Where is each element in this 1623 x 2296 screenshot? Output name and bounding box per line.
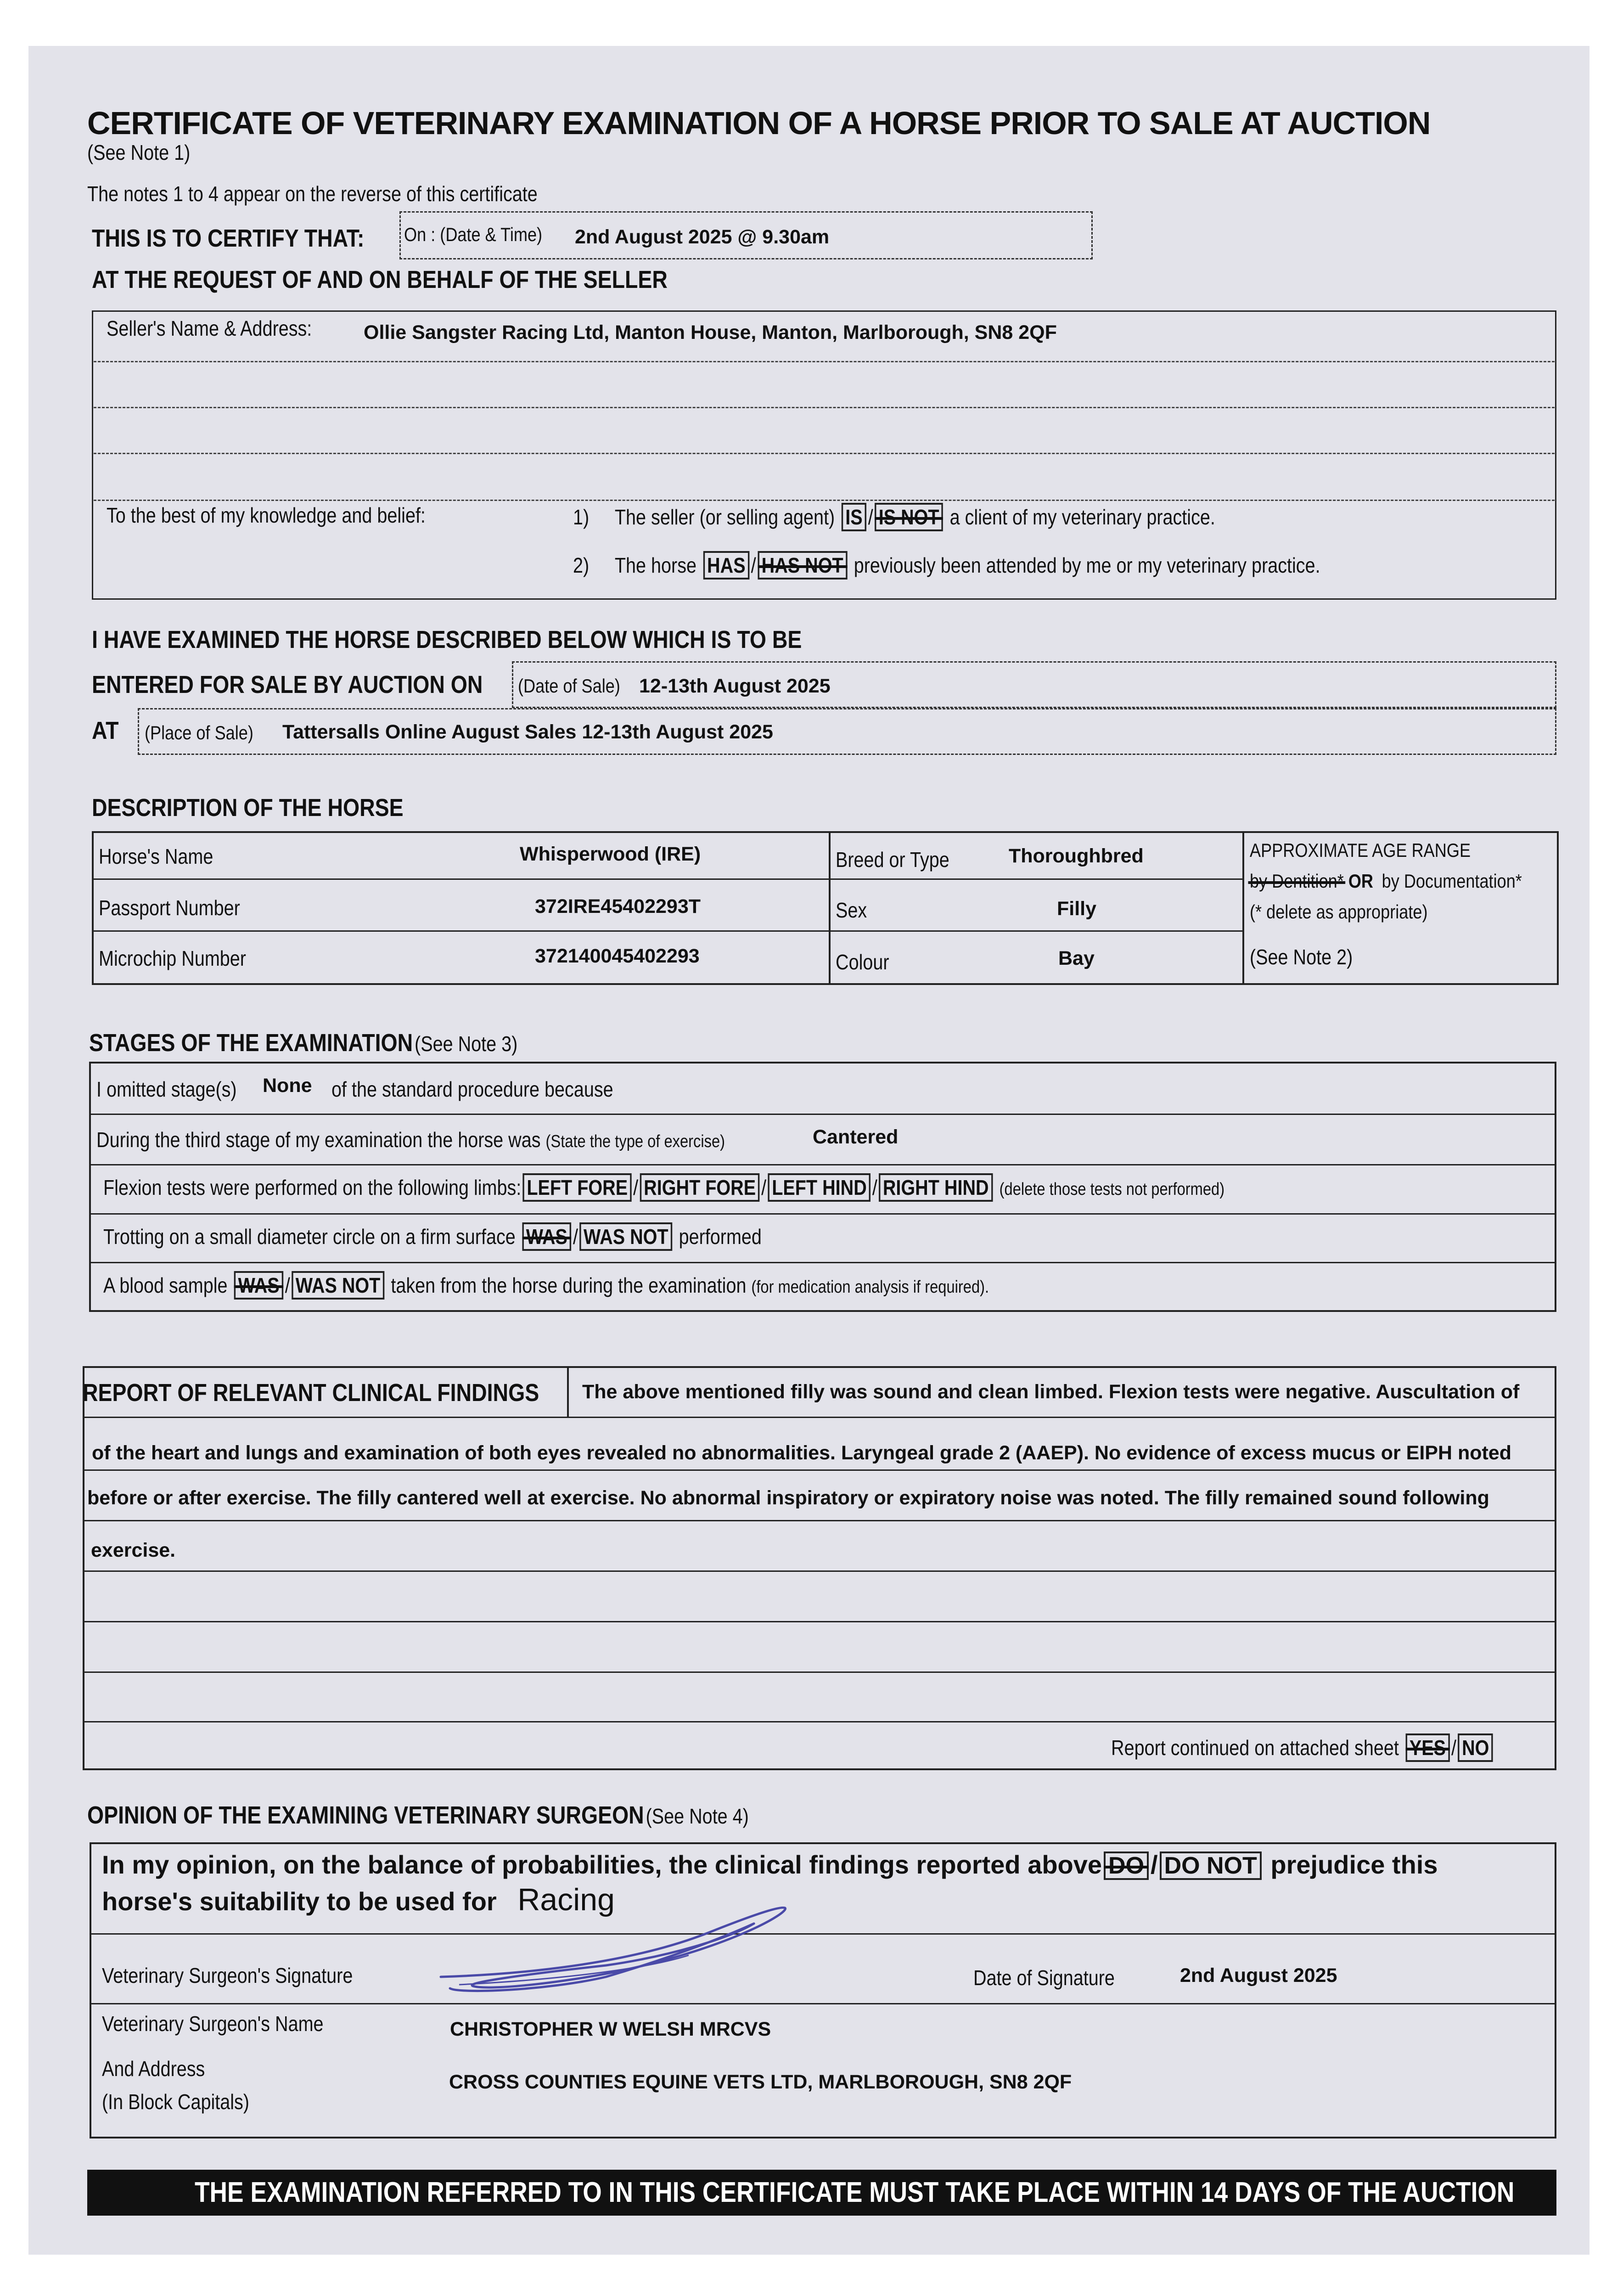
- opinion-heading: [87, 1801, 749, 1829]
- item2-has-chip[interactable]: HAS: [703, 551, 749, 580]
- footer-banner-text: THE EXAMINATION REFERRED TO IN THIS CERTIFICATE MUST TAKE PLACE WITHIN 14 DAYS OF THE AUCTION: [194, 2177, 1515, 2208]
- certificate-title: CERTIFICATE OF VETERINARY EXAMINATION OF A HORSE PRIOR TO SALE AT AUCTION: [87, 105, 1431, 141]
- sale-date-label: (Date of Sale): [518, 675, 620, 697]
- blood-small: (for medication analysis if required).: [751, 1277, 989, 1297]
- seller-line-4: [94, 500, 1555, 501]
- age-options: [1250, 870, 1522, 892]
- omitted-value[interactable]: None: [263, 1075, 312, 1097]
- footer-banner: [87, 2170, 1556, 2216]
- flexion-sep-1: /: [633, 1176, 639, 1199]
- sale-at-label: AT: [92, 717, 119, 744]
- sale-place-label: (Place of Sale): [145, 722, 253, 743]
- flexion-sep-3: /: [872, 1176, 877, 1199]
- stages-heading-text: STAGES OF THE EXAMINATION: [89, 1029, 413, 1057]
- blood-label: A blood sample: [103, 1273, 228, 1297]
- address-label-1: And Address: [102, 2057, 205, 2081]
- flexion-label: Flexion tests were performed on the following limbs:: [103, 1176, 522, 1199]
- seller-name-value[interactable]: Ollie Sangster Racing Ltd, Manton House, Manton, Marlborough, SN8 2QF: [364, 321, 1057, 343]
- signature-scribble[interactable]: [432, 1896, 799, 2002]
- opinion-sep: /: [1151, 1850, 1158, 1879]
- seller-heading: AT THE REQUEST OF AND ON BEHALF OF THE SELLER: [92, 266, 668, 293]
- report-line-text-3[interactable]: before or after exercise. The filly cantered well at exercise. No abnormal inspiratory or expiratory noise was noted. The filly remained sound following: [87, 1487, 1489, 1509]
- omitted-label: I omitted stage(s): [96, 1077, 237, 1101]
- blood-row: [103, 1271, 989, 1300]
- surgeon-name-label: Veterinary Surgeon's Name: [102, 2012, 324, 2036]
- flexion-left-fore[interactable]: LEFT FORE: [523, 1173, 632, 1202]
- seller-line-3: [94, 453, 1555, 454]
- opinion-heading-text: OPINION OF THE EXAMINING VETERINARY SURGEON: [87, 1801, 644, 1829]
- certify-on-label: On : (Date & Time): [404, 224, 543, 245]
- report-line-2: [83, 1469, 1556, 1471]
- item1-sep: /: [868, 505, 873, 529]
- flexion-right-fore[interactable]: RIGHT FORE: [640, 1173, 760, 1202]
- trotting-tail: performed: [679, 1225, 762, 1249]
- sale-place-value[interactable]: Tattersalls Online August Sales 12-13th August 2025: [282, 721, 773, 743]
- item2-text: The horse: [614, 553, 697, 577]
- desc-row-line-2: [92, 930, 1244, 932]
- colour-label: Colour: [836, 950, 889, 974]
- sex-label: Sex: [836, 898, 867, 922]
- sex-value[interactable]: Filly: [1057, 898, 1097, 920]
- desc-row-line-1: [92, 878, 1244, 880]
- report-line-text-2[interactable]: of the heart and lungs and examination of both eyes revealed no abnormalities. Laryngeal grade 2 (AAEP). No evidence of excess mucus or EIPH noted: [92, 1442, 1511, 1464]
- age-heading: APPROXIMATE AGE RANGE: [1250, 839, 1471, 861]
- item1-isnot-chip[interactable]: IS NOT: [875, 503, 943, 531]
- opinion-line-1: [90, 1933, 1556, 1935]
- trotting-was-chip[interactable]: WAS: [522, 1222, 571, 1251]
- item2-hasnot-chip[interactable]: HAS NOT: [758, 551, 847, 580]
- see-note-1: (See Note 1): [87, 141, 191, 164]
- report-line-3: [83, 1520, 1556, 1521]
- sale-heading-2: ENTERED FOR SALE BY AUCTION ON: [92, 671, 483, 698]
- opinion-do-chip[interactable]: DO: [1104, 1851, 1149, 1880]
- signature-date-label: Date of Signature: [973, 1966, 1115, 1990]
- report-continued-label: Report continued on attached sheet: [1111, 1736, 1399, 1760]
- stages-heading: [89, 1029, 517, 1057]
- age-or: OR: [1348, 870, 1374, 892]
- surgeon-address-value[interactable]: CROSS COUNTIES EQUINE VETS LTD, MARLBOROUGH, SN8 2QF: [449, 2071, 1072, 2093]
- item1-num: 1): [573, 505, 590, 529]
- blood-was-chip[interactable]: WAS: [234, 1271, 283, 1300]
- sale-date-value[interactable]: 12-13th August 2025: [639, 675, 831, 697]
- third-stage-value[interactable]: Cantered: [813, 1126, 899, 1148]
- report-line-7: [83, 1721, 1556, 1722]
- notes-reverse-text: The notes 1 to 4 appear on the reverse of this certificate: [87, 182, 538, 206]
- microchip-label: Microchip Number: [99, 946, 246, 970]
- flexion-note: (delete those tests not performed): [999, 1180, 1225, 1199]
- breed-label: Breed or Type: [836, 848, 949, 872]
- report-line-text-4[interactable]: exercise.: [91, 1539, 176, 1561]
- opinion-text-1: In my opinion, on the balance of probabilities, the clinical findings reported above: [102, 1850, 1102, 1879]
- report-heading: REPORT OF RELEVANT CLINICAL FINDINGS: [83, 1379, 539, 1407]
- age-dentition[interactable]: by Dentition*: [1250, 870, 1344, 892]
- stages-line-2: [89, 1164, 1556, 1165]
- trotting-wasnot-chip[interactable]: WAS NOT: [579, 1222, 672, 1251]
- breed-value[interactable]: Thoroughbred: [1009, 845, 1144, 867]
- description-heading: DESCRIPTION OF THE HORSE: [92, 794, 404, 822]
- seller-name-label: Seller's Name & Address:: [107, 316, 312, 340]
- opinion-purpose-value[interactable]: Racing: [517, 1882, 615, 1917]
- age-see-note-2: (See Note 2): [1250, 945, 1353, 969]
- surgeon-name-value[interactable]: CHRISTOPHER W WELSH MRCVS: [450, 2018, 771, 2040]
- flexion-right-hind[interactable]: RIGHT HIND: [879, 1173, 993, 1202]
- address-label-2: (In Block Capitals): [102, 2090, 249, 2114]
- item2-tail: previously been attended by me or my veterinary practice.: [854, 553, 1320, 577]
- blood-sep: /: [285, 1273, 290, 1297]
- continued-no-chip[interactable]: NO: [1458, 1733, 1493, 1762]
- report-line-text-1[interactable]: The above mentioned filly was sound and clean limbed. Flexion tests were negative. Auscultation of: [582, 1381, 1520, 1403]
- flexion-sep-2: /: [761, 1176, 767, 1199]
- horse-name-label: Horse's Name: [99, 844, 213, 868]
- report-line-5: [83, 1621, 1556, 1622]
- age-documentation[interactable]: by Documentation*: [1382, 870, 1522, 892]
- belief-label: To the best of my knowledge and belief:: [107, 503, 426, 527]
- belief-item-1: [573, 503, 1215, 531]
- blood-wasnot-chip[interactable]: WAS NOT: [292, 1271, 384, 1300]
- continued-yes-chip[interactable]: YES: [1405, 1733, 1449, 1762]
- colour-value[interactable]: Bay: [1058, 947, 1095, 969]
- flexion-row: [103, 1173, 1224, 1202]
- desc-col-line-2: [1242, 831, 1244, 985]
- passport-label: Passport Number: [99, 896, 240, 920]
- opinion-line-2: [90, 2003, 1556, 2004]
- stages-heading-note: (See Note 3): [415, 1032, 518, 1056]
- flexion-left-hind[interactable]: LEFT HIND: [768, 1173, 871, 1202]
- trotting-row: [103, 1222, 762, 1251]
- trotting-label: Trotting on a small diameter circle on a firm surface: [103, 1225, 516, 1249]
- report-continued: [1111, 1733, 1494, 1762]
- opinion-statement-line-1: [102, 1850, 1438, 1880]
- opinion-donot-chip[interactable]: DO NOT: [1160, 1851, 1262, 1880]
- third-stage-small: (State the type of exercise): [545, 1132, 725, 1151]
- age-delete-note: (* delete as appropriate): [1250, 901, 1428, 923]
- report-box: [83, 1366, 1556, 1770]
- seller-line-2: [94, 407, 1555, 408]
- stages-line-1: [89, 1114, 1556, 1115]
- third-stage-row: [96, 1127, 725, 1152]
- third-stage-label: During the third stage of my examination the horse was: [96, 1128, 541, 1152]
- item2-sep: /: [751, 553, 756, 577]
- report-line-1: [83, 1417, 1556, 1418]
- continued-sep: /: [1451, 1736, 1457, 1760]
- item2-num: 2): [573, 553, 590, 577]
- opinion-heading-note: (See Note 4): [646, 1804, 749, 1828]
- signature-date-value[interactable]: 2nd August 2025: [1180, 1964, 1337, 1986]
- item1-is-chip[interactable]: IS: [842, 503, 867, 531]
- item1-text: The seller (or selling agent): [614, 505, 835, 529]
- report-heading-divider: [567, 1366, 569, 1417]
- opinion-text-2: prejudice this: [1270, 1850, 1438, 1879]
- seller-line-1: [94, 361, 1555, 362]
- item1-tail: a client of my veterinary practice.: [949, 505, 1215, 529]
- sale-heading-1: I HAVE EXAMINED THE HORSE DESCRIBED BELOW WHICH IS TO BE: [92, 626, 802, 653]
- omitted-tail: of the standard procedure because: [331, 1077, 613, 1101]
- report-line-4: [83, 1570, 1556, 1572]
- trotting-sep: /: [573, 1225, 578, 1249]
- blood-tail: taken from the horse during the examination: [391, 1273, 747, 1297]
- certify-on-value[interactable]: 2nd August 2025 @ 9.30am: [575, 226, 830, 248]
- belief-item-2: [573, 551, 1320, 580]
- report-line-6: [83, 1671, 1556, 1673]
- microchip-value[interactable]: 372140045402293: [535, 945, 700, 967]
- passport-value[interactable]: 372IRE45402293T: [535, 895, 701, 917]
- stages-line-4: [89, 1262, 1556, 1263]
- desc-col-line-1: [829, 831, 831, 985]
- opinion-text-3: horse's suitability to be used for: [102, 1887, 497, 1916]
- certify-label: THIS IS TO CERTIFY THAT:: [92, 225, 365, 252]
- stages-line-3: [89, 1213, 1556, 1215]
- horse-name-value[interactable]: Whisperwood (IRE): [520, 843, 701, 865]
- signature-label: Veterinary Surgeon's Signature: [102, 1964, 353, 1987]
